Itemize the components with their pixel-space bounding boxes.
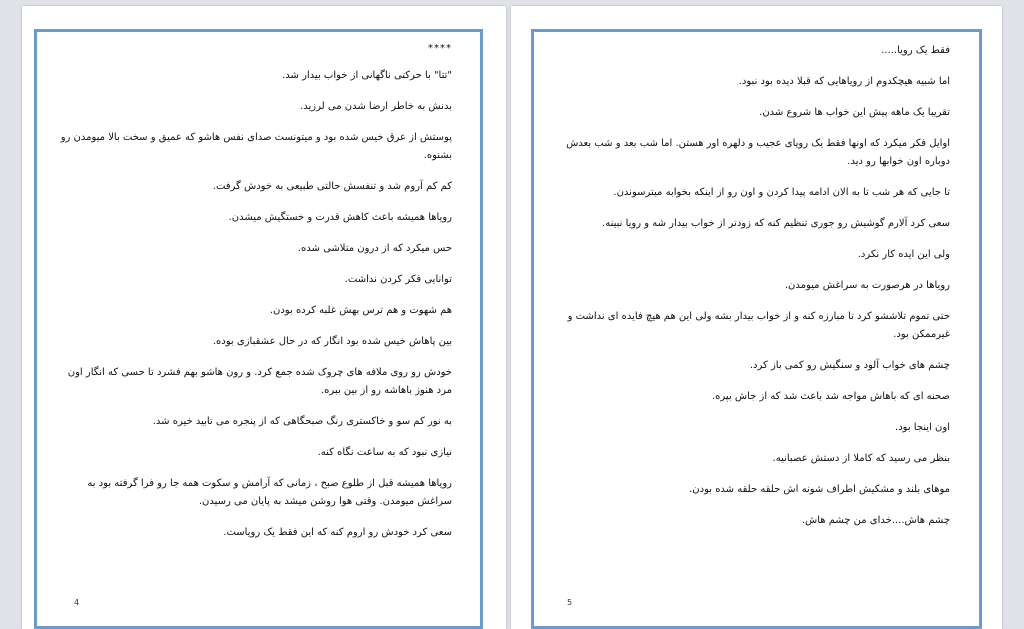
paragraph: کم کم آروم شد و تنفسش حالتی طبیعی به خودش گرفت. <box>212 181 452 192</box>
paragraph: خودش رو روی ملافه های چروک شده جمع کرد. و رون هاشو بهم فشرد تا حسی که انگار اون مرد هنوز باهاشه رو از بین ببره. <box>67 367 452 396</box>
paragraph: پوستش از عرق خیس شده بود و میتونست صدای نفس هاشو که عمیق و سخت بالا میومدن رو بشنوه. <box>60 132 452 161</box>
paragraph: حتی تموم تلاششو کرد تا مبارزه کنه و از خواب بیدار بشه ولی این هم هیچ فایده ای نداشت و غیرممکن بود. <box>567 311 950 340</box>
paragraph: سعی کرد خودش رو اروم کنه که این فقط یک رویاست. <box>223 527 452 538</box>
document-page-5 <box>511 6 1002 629</box>
paragraph: حس میکرد که از درون متلاشی شده. <box>297 243 452 254</box>
page-text <box>555 42 950 543</box>
section-separator: **** <box>428 43 452 54</box>
paragraph: رویاها همیشه باعث کاهش قدرت و خستگیش میشدن. <box>228 212 452 223</box>
paragraph: اوایل فکر میکرد که اونها فقط یک رویای عجیب و دلهره اور هستن. اما شب بعد و شب بعدش دوباره اون خوابها رو دید. <box>566 138 950 167</box>
paragraph: به نور کم سو و خاکستری رنگ صبحگاهی که از پنجره می تابید خیره شد. <box>152 416 452 427</box>
paragraph: بین پاهاش خیس شده بود انگار که در حال عشقبازی بوده. <box>212 336 452 347</box>
paragraph: چشم های خواب آلود و سنگیش رو کمی باز کرد. <box>749 360 950 371</box>
paragraph: سعی کرد آلارم گوشیش رو جوری تنظیم کنه که زودتر از خواب بیدار شه و رویا نبینه. <box>602 218 950 229</box>
paragraph: نیازی نبود که به ساعت نگاه کنه. <box>317 447 452 458</box>
paragraph: تا جایی که هر شب تا به الان ادامه پیدا کردن و اون رو از اینکه بخوابه میترسوندن. <box>613 187 950 198</box>
paragraph: اما شبیه هیچکدوم از رویاهایی که قبلا دیده بود نبود. <box>738 76 950 87</box>
paragraph: رویاها همیشه قبل از طلوع صبح ، زمانی که آرامش و سکوت همه جا رو فرا گرفته بود به سراغش میومدن. وقتی هوا روشن میشد به پایان می رسیدن. <box>87 478 452 507</box>
paragraph: رویاها در هرصورت به سراغش میومدن. <box>784 280 950 291</box>
paragraph: اون اینجا بود. <box>895 422 950 433</box>
paragraph: فقط یک رویا..... <box>881 45 950 56</box>
paragraph: صحنه ای که باهاش مواجه شد باعث شد که از جاش بپره. <box>712 391 950 402</box>
paragraph: "تتا" با حرکتی ناگهانی از خواب بیدار شد. <box>282 70 452 81</box>
document-page-4 <box>22 6 506 629</box>
page-number: 5 <box>567 598 573 607</box>
paragraph: بدنش به خاطر ارضا شدن می لرزید. <box>300 101 452 112</box>
paragraph: چشم هاش....خدای من چشم هاش. <box>801 515 950 526</box>
paragraph: موهای بلند و مشکیش اطراف شونه اش حلقه حلقه شده بودن. <box>689 484 950 495</box>
paragraph: بنظر می رسید که کاملا از دستش عصبانیه. <box>772 453 950 464</box>
paragraph: ولی این ایده کار نکرد. <box>857 249 950 260</box>
page-text <box>58 42 452 555</box>
paragraph: توانایی فکر کردن نداشت. <box>344 274 452 285</box>
page-number: 4 <box>74 598 80 607</box>
workspace-margin <box>1006 0 1024 629</box>
paragraph: هم شهوت و هم ترس بهش غلبه کرده بودن. <box>269 305 452 316</box>
paragraph: تقریبا یک ماهه پیش این خواب ها شروع شدن. <box>759 107 950 118</box>
